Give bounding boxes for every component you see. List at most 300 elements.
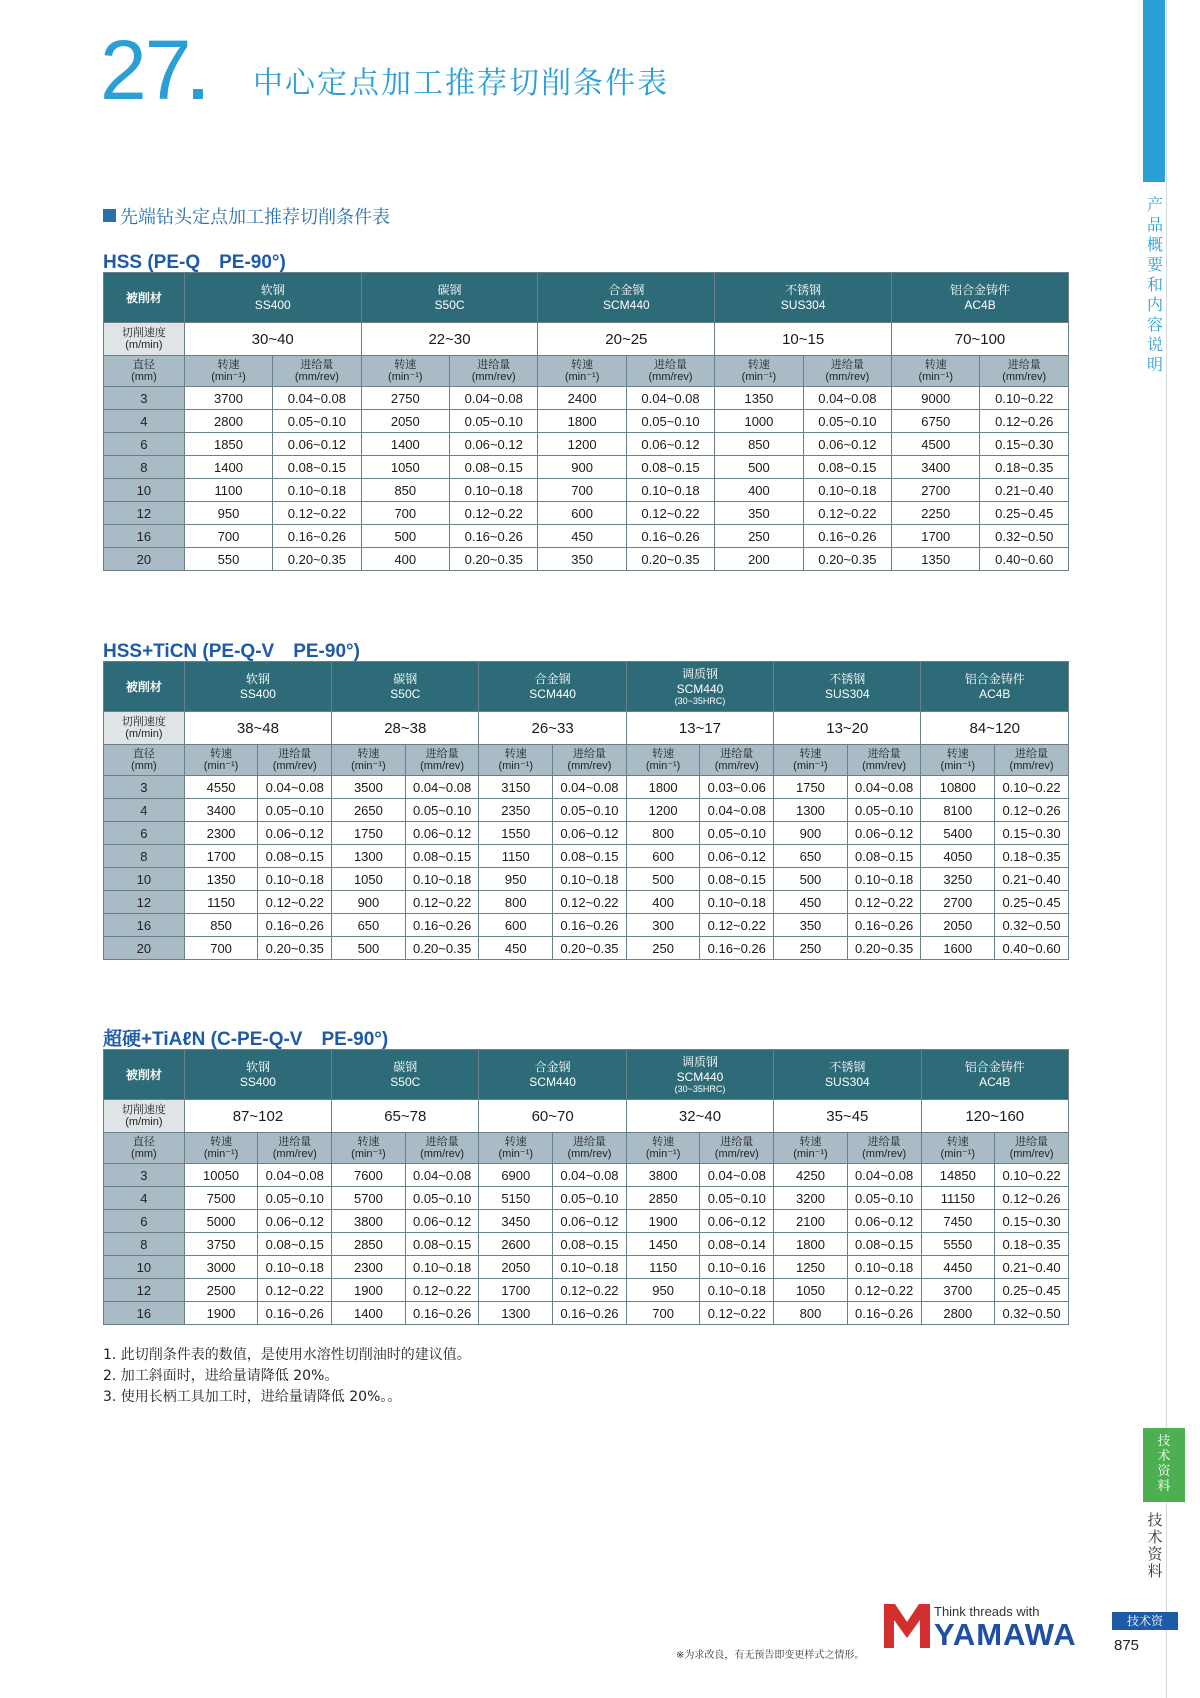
rpm-cell: 900 bbox=[774, 822, 848, 845]
table-row bbox=[104, 1256, 1069, 1279]
feed-cell: 0.10~0.18 bbox=[553, 868, 627, 891]
feed-cell: 0.04~0.08 bbox=[553, 776, 627, 799]
rpm-header-line: (min⁻¹) bbox=[203, 1148, 239, 1160]
rpm-header bbox=[332, 1133, 406, 1164]
feed-cell: 0.04~0.08 bbox=[258, 776, 332, 799]
feed-header bbox=[995, 1133, 1069, 1164]
speed-row bbox=[104, 1100, 1069, 1133]
diameter-cell: 20 bbox=[104, 548, 185, 571]
feed-header bbox=[980, 356, 1069, 387]
rpm-header-line: 转速 bbox=[357, 748, 380, 760]
material-header bbox=[184, 273, 361, 323]
rpm-cell: 1150 bbox=[184, 891, 258, 914]
feed-cell: 0.05~0.10 bbox=[553, 1187, 627, 1210]
material-name: 不锈钢 bbox=[829, 671, 866, 686]
rpm-cell: 700 bbox=[361, 502, 449, 525]
rpm-cell: 500 bbox=[715, 456, 803, 479]
feed-cell: 0.18~0.35 bbox=[980, 456, 1069, 479]
material-code: SS400 bbox=[254, 297, 291, 312]
material-header-row bbox=[104, 1050, 1069, 1100]
material-header bbox=[921, 1050, 1069, 1100]
diameter-cell: 4 bbox=[104, 799, 185, 822]
material-code: S50C bbox=[390, 1074, 421, 1089]
diameter-cell: 12 bbox=[104, 1279, 185, 1302]
rpm-cell: 1400 bbox=[332, 1302, 406, 1325]
rpm-cell: 1550 bbox=[479, 822, 553, 845]
cutting-speed: 10~15 bbox=[715, 323, 892, 356]
rpm-cell: 950 bbox=[479, 868, 553, 891]
rpm-header bbox=[479, 1133, 553, 1164]
feed-cell: 0.12~0.22 bbox=[405, 1279, 479, 1302]
sidebar-char: 明 bbox=[1146, 355, 1163, 374]
feed-cell: 0.40~0.60 bbox=[980, 548, 1069, 571]
rpm-cell: 2300 bbox=[184, 822, 258, 845]
rpm-header-line: (min⁻¹) bbox=[564, 371, 600, 383]
feed-cell: 0.04~0.08 bbox=[273, 387, 361, 410]
rpm-cell: 1150 bbox=[626, 1256, 700, 1279]
rpm-header bbox=[921, 1133, 995, 1164]
rpm-cell: 1250 bbox=[774, 1256, 848, 1279]
rpm-cell: 700 bbox=[184, 937, 258, 960]
diameter-label-line: 直径 bbox=[132, 1136, 155, 1148]
table-title-carbide-tialn: 超硬+TiAℓN (C-PE-Q-V PE-90°) bbox=[103, 1029, 389, 1050]
table-row bbox=[104, 410, 1069, 433]
sidebar-char: 内 bbox=[1146, 295, 1163, 314]
rpm-cell: 3150 bbox=[479, 776, 553, 799]
feed-cell: 0.20~0.35 bbox=[258, 937, 332, 960]
rpm-cell: 3700 bbox=[921, 1279, 995, 1302]
feed-cell: 0.20~0.35 bbox=[553, 937, 627, 960]
feed-header-line: (mm/rev) bbox=[714, 760, 759, 772]
table-row bbox=[104, 1302, 1069, 1325]
feed-cell: 0.04~0.08 bbox=[449, 387, 537, 410]
feed-cell: 0.16~0.26 bbox=[553, 914, 627, 937]
feed-header-line: (mm/rev) bbox=[567, 1148, 612, 1160]
diameter-cell: 4 bbox=[104, 1187, 185, 1210]
speed-label-line: (m/min) bbox=[125, 339, 163, 351]
rpm-cell: 4450 bbox=[921, 1256, 995, 1279]
material-header bbox=[479, 662, 626, 712]
rpm-cell: 2700 bbox=[892, 479, 980, 502]
rpm-cell: 600 bbox=[479, 914, 553, 937]
rpm-header-line: (min⁻¹) bbox=[498, 1148, 534, 1160]
feed-cell: 0.15~0.30 bbox=[995, 822, 1069, 845]
rpm-cell: 350 bbox=[774, 914, 848, 937]
feed-cell: 0.08~0.15 bbox=[553, 845, 627, 868]
rpm-cell: 7500 bbox=[184, 1187, 258, 1210]
rpm-cell: 850 bbox=[715, 433, 803, 456]
feed-header-line: 进给量 bbox=[867, 1136, 901, 1148]
feed-cell: 0.21~0.40 bbox=[995, 1256, 1069, 1279]
feed-cell: 0.05~0.10 bbox=[258, 1187, 332, 1210]
feed-cell: 0.10~0.18 bbox=[847, 1256, 921, 1279]
rpm-cell: 1450 bbox=[626, 1233, 700, 1256]
diameter-label-line: (mm) bbox=[131, 1148, 157, 1160]
rpm-header-line: (min⁻¹) bbox=[940, 1148, 976, 1160]
rpm-header-line: 转速 bbox=[946, 1136, 969, 1148]
feed-cell: 0.05~0.10 bbox=[626, 410, 714, 433]
sidebar-char: 产 bbox=[1146, 195, 1163, 214]
sidebar-tab-char: 料 bbox=[1157, 1479, 1171, 1494]
rpm-cell: 1100 bbox=[184, 479, 272, 502]
speed-label bbox=[104, 1100, 185, 1133]
material-header bbox=[332, 662, 479, 712]
diameter-cell: 16 bbox=[104, 914, 185, 937]
feed-header-line: (mm/rev) bbox=[567, 760, 612, 772]
sidebar-tab-char: 技 bbox=[1157, 1434, 1171, 1449]
speed-row bbox=[104, 712, 1069, 745]
feed-cell: 0.06~0.12 bbox=[553, 1210, 627, 1233]
rpm-cell: 1700 bbox=[479, 1279, 553, 1302]
rpm-cell: 650 bbox=[774, 845, 848, 868]
rpm-cell: 400 bbox=[626, 891, 700, 914]
feed-cell: 0.08~0.15 bbox=[449, 456, 537, 479]
rpm-header-line: 转速 bbox=[210, 1136, 233, 1148]
material-header bbox=[184, 662, 331, 712]
sidebar-tab-technical[interactable] bbox=[1143, 1428, 1185, 1502]
rpm-header bbox=[774, 745, 848, 776]
rpm-cell: 10050 bbox=[184, 1164, 258, 1187]
rpm-cell: 1800 bbox=[626, 776, 700, 799]
feed-cell: 0.06~0.12 bbox=[405, 822, 479, 845]
feed-cell: 0.16~0.26 bbox=[273, 525, 361, 548]
sidebar-char: 料 bbox=[1147, 1562, 1163, 1580]
rpm-cell: 4550 bbox=[184, 776, 258, 799]
table-row bbox=[104, 937, 1069, 960]
rpm-cell: 1350 bbox=[715, 387, 803, 410]
sidebar-char: 说 bbox=[1146, 335, 1163, 354]
material-name: 合金钢 bbox=[608, 282, 645, 297]
rpm-cell: 450 bbox=[479, 937, 553, 960]
material-header bbox=[538, 273, 715, 323]
feed-cell: 0.20~0.35 bbox=[449, 548, 537, 571]
sidebar-char: 容 bbox=[1146, 315, 1163, 334]
rpm-cell: 350 bbox=[715, 502, 803, 525]
rpm-header-line: 转速 bbox=[799, 748, 822, 760]
rpm-cell: 5000 bbox=[184, 1210, 258, 1233]
feed-header-line: (mm/rev) bbox=[471, 371, 516, 383]
feed-cell: 0.05~0.10 bbox=[273, 410, 361, 433]
feed-cell: 0.21~0.40 bbox=[980, 479, 1069, 502]
cutting-speed: 32~40 bbox=[626, 1100, 773, 1133]
rpm-cell: 2500 bbox=[184, 1279, 258, 1302]
rpm-cell: 5400 bbox=[921, 822, 995, 845]
rpm-cell: 3800 bbox=[626, 1164, 700, 1187]
material-name: 软钢 bbox=[245, 671, 270, 686]
diameter-cell: 3 bbox=[104, 387, 185, 410]
feed-cell: 0.16~0.26 bbox=[553, 1302, 627, 1325]
feed-cell: 0.12~0.22 bbox=[803, 502, 891, 525]
rpm-header-line: 转速 bbox=[217, 359, 240, 371]
diameter-cell: 8 bbox=[104, 1233, 185, 1256]
cutting-speed: 26~33 bbox=[479, 712, 626, 745]
note-1: 1. 此切削条件表的数值，是使用水溶性切削油时的建议值。 bbox=[103, 1347, 471, 1363]
number-dot bbox=[193, 89, 203, 99]
rpm-cell: 4500 bbox=[892, 433, 980, 456]
rpm-cell: 1850 bbox=[184, 433, 272, 456]
rpm-cell: 2700 bbox=[921, 891, 995, 914]
feed-cell: 0.12~0.22 bbox=[553, 891, 627, 914]
feed-cell: 0.10~0.22 bbox=[980, 387, 1069, 410]
feed-header-line: (mm/rev) bbox=[294, 371, 339, 383]
cutting-table-carbide-tialn bbox=[103, 1049, 1069, 1325]
feed-cell: 0.20~0.35 bbox=[626, 548, 714, 571]
rpm-cell: 2050 bbox=[479, 1256, 553, 1279]
feed-header-line: 进给量 bbox=[867, 748, 901, 760]
feed-cell: 0.18~0.35 bbox=[995, 1233, 1069, 1256]
material-name: 不锈钢 bbox=[829, 1059, 866, 1074]
rpm-cell: 6750 bbox=[892, 410, 980, 433]
diameter-label-line: (mm) bbox=[131, 760, 157, 772]
feed-cell: 0.16~0.26 bbox=[405, 1302, 479, 1325]
feed-header bbox=[700, 1133, 774, 1164]
material-header bbox=[774, 1050, 921, 1100]
table-row bbox=[104, 845, 1069, 868]
feed-cell: 0.08~0.15 bbox=[700, 868, 774, 891]
diameter-cell: 6 bbox=[104, 433, 185, 456]
rpm-cell: 2800 bbox=[184, 410, 272, 433]
feed-cell: 0.05~0.10 bbox=[405, 1187, 479, 1210]
note-3: 3. 使用长柄工具加工时，进给量请降低 20%。。 bbox=[103, 1389, 402, 1405]
diameter-cell: 12 bbox=[104, 502, 185, 525]
rpm-cell: 2050 bbox=[361, 410, 449, 433]
rpm-cell: 250 bbox=[774, 937, 848, 960]
rpm-cell: 3500 bbox=[332, 776, 406, 799]
material-name: 不锈钢 bbox=[785, 282, 822, 297]
sidebar-char: 资 bbox=[1147, 1545, 1163, 1563]
feed-cell: 0.10~0.22 bbox=[995, 776, 1069, 799]
cutting-speed: 20~25 bbox=[538, 323, 715, 356]
cutting-speed: 13~20 bbox=[774, 712, 921, 745]
rpm-cell: 5150 bbox=[479, 1187, 553, 1210]
feed-cell: 0.04~0.08 bbox=[626, 387, 714, 410]
cutting-table-hss-ticn bbox=[103, 661, 1069, 960]
table-row bbox=[104, 1279, 1069, 1302]
speed-label-line: 切削速度 bbox=[121, 327, 166, 339]
feed-header-line: 进给量 bbox=[720, 748, 754, 760]
sidebar-char: 技 bbox=[1147, 1511, 1163, 1529]
material-label: 被削材 bbox=[104, 273, 185, 323]
rpm-cell: 1300 bbox=[332, 845, 406, 868]
feed-header-line: 进给量 bbox=[720, 1136, 754, 1148]
feed-cell: 0.12~0.22 bbox=[553, 1279, 627, 1302]
rpm-header bbox=[479, 745, 553, 776]
diameter-cell: 10 bbox=[104, 1256, 185, 1279]
feed-cell: 0.16~0.26 bbox=[626, 525, 714, 548]
speed-label-line: 切削速度 bbox=[121, 1104, 166, 1116]
cutting-speed: 65~78 bbox=[332, 1100, 479, 1133]
feed-header-line: (mm/rev) bbox=[862, 760, 907, 772]
material-header bbox=[921, 662, 1069, 712]
rpm-header-line: 转速 bbox=[946, 748, 969, 760]
feed-cell: 0.08~0.15 bbox=[405, 1233, 479, 1256]
rpm-cell: 14850 bbox=[921, 1164, 995, 1187]
feed-header-line: 进给量 bbox=[1015, 748, 1049, 760]
feed-cell: 0.12~0.22 bbox=[258, 891, 332, 914]
rpm-header-line: (min⁻¹) bbox=[203, 760, 239, 772]
feed-header-line: (mm/rev) bbox=[825, 371, 870, 383]
table-row bbox=[104, 868, 1069, 891]
feed-cell: 0.06~0.12 bbox=[258, 822, 332, 845]
feed-cell: 0.10~0.18 bbox=[449, 479, 537, 502]
rpm-header-line: (min⁻¹) bbox=[645, 760, 681, 772]
feed-cell: 0.05~0.10 bbox=[258, 799, 332, 822]
table-row bbox=[104, 479, 1069, 502]
feed-cell: 0.12~0.26 bbox=[995, 1187, 1069, 1210]
feed-header-line: 进给量 bbox=[830, 359, 864, 371]
rpm-cell: 600 bbox=[538, 502, 626, 525]
material-code: SS400 bbox=[239, 686, 276, 701]
sidebar-vertical-label-2 bbox=[1144, 1512, 1166, 1580]
feed-cell: 0.04~0.08 bbox=[258, 1164, 332, 1187]
feed-header-line: (mm/rev) bbox=[272, 1148, 317, 1160]
rpm-cell: 1200 bbox=[626, 799, 700, 822]
feed-header bbox=[258, 1133, 332, 1164]
rpm-cell: 1750 bbox=[774, 776, 848, 799]
speed-row bbox=[104, 323, 1069, 356]
table-row bbox=[104, 914, 1069, 937]
rpm-cell: 2750 bbox=[361, 387, 449, 410]
rpm-cell: 2850 bbox=[626, 1187, 700, 1210]
rpm-cell: 800 bbox=[626, 822, 700, 845]
rpm-cell: 2100 bbox=[774, 1210, 848, 1233]
rpm-header-line: (min⁻¹) bbox=[940, 760, 976, 772]
diameter-label bbox=[104, 1133, 185, 1164]
material-header bbox=[361, 273, 538, 323]
feed-header-line: (mm/rev) bbox=[862, 1148, 907, 1160]
speed-label bbox=[104, 323, 185, 356]
feed-cell: 0.21~0.40 bbox=[995, 868, 1069, 891]
cutting-speed: 22~30 bbox=[361, 323, 538, 356]
speed-label-line: (m/min) bbox=[125, 728, 163, 740]
feed-header-line: 进给量 bbox=[300, 359, 334, 371]
material-code: SCM440 bbox=[529, 1074, 576, 1089]
feed-cell: 0.12~0.22 bbox=[847, 1279, 921, 1302]
material-name: 碳钢 bbox=[393, 1059, 418, 1074]
feed-cell: 0.05~0.10 bbox=[803, 410, 891, 433]
feed-cell: 0.40~0.60 bbox=[995, 937, 1069, 960]
material-name: 碳钢 bbox=[393, 671, 418, 686]
material-code: SCM440 bbox=[676, 1070, 724, 1084]
feed-cell: 0.05~0.10 bbox=[847, 1187, 921, 1210]
rpm-cell: 5700 bbox=[332, 1187, 406, 1210]
feed-cell: 0.06~0.12 bbox=[803, 433, 891, 456]
speed-label bbox=[104, 712, 185, 745]
sidebar-char: 要 bbox=[1146, 255, 1163, 274]
feed-cell: 0.04~0.08 bbox=[803, 387, 891, 410]
rpm-cell: 1800 bbox=[538, 410, 626, 433]
note-2: 2. 加工斜面时，进给量请降低 20%。 bbox=[103, 1368, 339, 1384]
rpm-cell: 1200 bbox=[538, 433, 626, 456]
material-name: 调质钢 bbox=[681, 1055, 718, 1069]
material-name: 铝合金铸件 bbox=[950, 282, 1011, 297]
rpm-header-line: (min⁻¹) bbox=[498, 760, 534, 772]
material-code: SUS304 bbox=[780, 297, 826, 312]
rpm-cell: 950 bbox=[184, 502, 272, 525]
diameter-cell: 6 bbox=[104, 1210, 185, 1233]
diameter-cell: 16 bbox=[104, 525, 185, 548]
rpm-cell: 11150 bbox=[921, 1187, 995, 1210]
rpm-header-line: (min⁻¹) bbox=[211, 371, 246, 383]
logo-brand: YAMAWA bbox=[934, 1617, 1077, 1652]
sidebar-char: 术 bbox=[1147, 1528, 1163, 1546]
material-header bbox=[626, 662, 773, 712]
feed-cell: 0.04~0.08 bbox=[700, 1164, 774, 1187]
material-code: SCM440 bbox=[676, 682, 724, 696]
rpm-header bbox=[921, 745, 995, 776]
feed-cell: 0.10~0.22 bbox=[995, 1164, 1069, 1187]
feed-header bbox=[847, 745, 921, 776]
material-name: 铝合金铸件 bbox=[964, 671, 1025, 686]
table-row bbox=[104, 822, 1069, 845]
rpm-cell: 2350 bbox=[479, 799, 553, 822]
feed-cell: 0.10~0.18 bbox=[700, 1279, 774, 1302]
sidebar-tab-char: 资 bbox=[1157, 1464, 1171, 1479]
feed-header-line: 进给量 bbox=[278, 1136, 312, 1148]
diameter-cell: 8 bbox=[104, 456, 185, 479]
material-code: S50C bbox=[390, 686, 421, 701]
rpm-cell: 1050 bbox=[332, 868, 406, 891]
rpm-cell: 800 bbox=[774, 1302, 848, 1325]
feed-header-line: 进给量 bbox=[1007, 359, 1041, 371]
diameter-cell: 6 bbox=[104, 822, 185, 845]
rpm-cell: 3000 bbox=[184, 1256, 258, 1279]
rpm-header-line: 转速 bbox=[357, 1136, 380, 1148]
rpm-cell: 850 bbox=[184, 914, 258, 937]
feed-cell: 0.16~0.26 bbox=[258, 1302, 332, 1325]
diameter-label-line: 直径 bbox=[132, 748, 155, 760]
feed-cell: 0.06~0.12 bbox=[700, 845, 774, 868]
diameter-label-line: (mm) bbox=[131, 371, 157, 383]
feed-cell: 0.08~0.15 bbox=[803, 456, 891, 479]
diameter-cell: 12 bbox=[104, 891, 185, 914]
rpm-cell: 1000 bbox=[715, 410, 803, 433]
rpm-cell: 1900 bbox=[332, 1279, 406, 1302]
feed-header-line: (mm/rev) bbox=[1009, 760, 1054, 772]
material-name: 碳钢 bbox=[437, 282, 462, 297]
feed-cell: 0.25~0.45 bbox=[980, 502, 1069, 525]
rpm-cell: 2600 bbox=[479, 1233, 553, 1256]
sidebar-char: 概 bbox=[1146, 235, 1163, 254]
feed-header-line: 进给量 bbox=[425, 748, 459, 760]
rpm-header bbox=[184, 745, 258, 776]
feed-cell: 0.32~0.50 bbox=[980, 525, 1069, 548]
rpm-cell: 3200 bbox=[774, 1187, 848, 1210]
table-row bbox=[104, 456, 1069, 479]
feed-header-line: (mm/rev) bbox=[714, 1148, 759, 1160]
rpm-cell: 650 bbox=[332, 914, 406, 937]
material-header bbox=[332, 1050, 479, 1100]
rpm-header-line: 转速 bbox=[504, 748, 527, 760]
rpm-header-line: 转速 bbox=[571, 359, 594, 371]
rpm-cell: 1750 bbox=[332, 822, 406, 845]
feed-cell: 0.08~0.15 bbox=[258, 1233, 332, 1256]
rpm-cell: 500 bbox=[361, 525, 449, 548]
speed-label-line: (m/min) bbox=[125, 1116, 163, 1128]
feed-cell: 0.25~0.45 bbox=[995, 1279, 1069, 1302]
table-row bbox=[104, 1210, 1069, 1233]
rpm-cell: 3750 bbox=[184, 1233, 258, 1256]
material-header bbox=[715, 273, 892, 323]
rpm-header-line: 转速 bbox=[504, 1136, 527, 1148]
rpm-header-line: (min⁻¹) bbox=[645, 1148, 681, 1160]
feed-cell: 0.10~0.18 bbox=[803, 479, 891, 502]
rpm-cell: 2250 bbox=[892, 502, 980, 525]
feed-header-line: (mm/rev) bbox=[648, 371, 693, 383]
material-code: SS400 bbox=[239, 1074, 276, 1089]
feed-header-line: 进给量 bbox=[572, 748, 606, 760]
rpm-cell: 400 bbox=[361, 548, 449, 571]
